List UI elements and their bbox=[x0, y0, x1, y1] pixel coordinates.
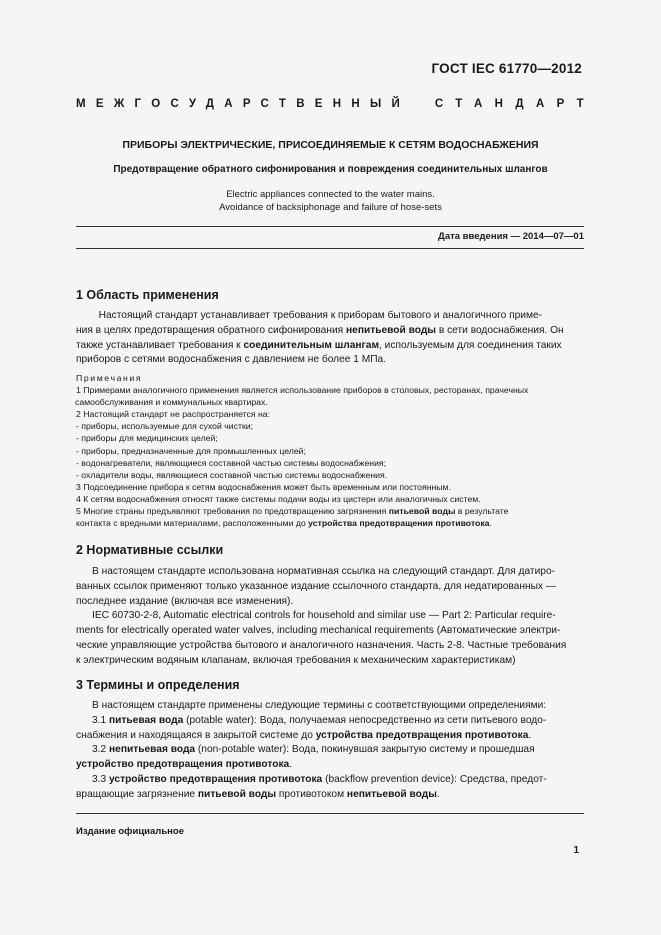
term-3-3: 3.3 устройство предотвращения противотока (backflow prevention device): Средства, предот- bbox=[92, 773, 547, 785]
section-2-paragraph bbox=[76, 565, 584, 669]
text-line: к электрическим водяным клапанам, включая требования к механическим характеристикам) bbox=[76, 654, 516, 666]
section-3-heading: 3 Термины и определения bbox=[76, 678, 240, 692]
text-line: снабжения и находящаяся в закрытой системе до устройства предотвращения противотока. bbox=[76, 729, 532, 741]
note-line: - приборы, предназначенные для промышленных целей; bbox=[76, 445, 306, 456]
text-line: ния в целях предотвращения обратного сифонирования непитьевой воды в сети водоснабжения. Он bbox=[76, 324, 564, 336]
note-line: 2 Настоящий стандарт не распространяется на: bbox=[76, 409, 270, 420]
document-subtitle: Предотвращение обратного сифонирования и повреждения соединительных шлангов bbox=[113, 164, 548, 175]
section-1-heading: 1 Область применения bbox=[76, 288, 219, 302]
note-line: 5 Многие страны предъявляют требования по предотвращению загрязнения питьевой воды в результате bbox=[76, 506, 509, 517]
term-3-2: 3.2 непитьевая вода (non-potable water): Вода, покинувшая закрытую систему и прошедшая bbox=[92, 744, 535, 756]
date-divider bbox=[76, 248, 584, 249]
text-line: Настоящий стандарт устанавливает требования к приборам бытового и аналогичного приме- bbox=[76, 310, 543, 321]
note-line: 3 Подсоединение прибора к сетям водоснабжения может быть временным или постоянным. bbox=[76, 481, 451, 492]
note-line: самообслуживания и коммунальных квартирах. bbox=[75, 397, 268, 408]
text-line: В настоящем стандарте применены следующие термины с соответствующими определениями: bbox=[92, 700, 547, 711]
term-3-1: 3.1 питьевая вода (potable water): Вода, получаемая непосредственно из сети питьевого водо- bbox=[92, 714, 547, 726]
english-title-line-2: Avoidance of backsiphonage and failure of hose-sets bbox=[219, 201, 442, 213]
official-edition-label: Издание официальное bbox=[76, 826, 184, 837]
section-1-notes bbox=[76, 372, 584, 529]
standard-word: СТАНДАРТ bbox=[434, 98, 596, 110]
interstate-standard-heading bbox=[76, 98, 596, 110]
introduction-date: Дата введения — 2014—07—01 bbox=[438, 231, 584, 242]
text-line: приборов с сетями водоснабжения с давлением не более 1 МПа. bbox=[76, 354, 387, 366]
note-line: 1 Примерами аналогичного применения является использование приборов в столовых, ресторанах, прачечных bbox=[76, 385, 529, 396]
standard-code: ГОСТ IEC 61770—2012 bbox=[431, 61, 582, 76]
text-line: также устанавливает требования к соединительным шлангам, используемым для соединения таких bbox=[76, 339, 562, 351]
text-line: IEC 60730-2-8, Automatic electrical controls for household and similar use — Part 2: Particular require- bbox=[92, 610, 556, 622]
note-line: контакта с вредными материалами, расположенными до устройства предотвращения противотока. bbox=[76, 518, 492, 529]
note-line: - охладители воды, являющиеся составной частью системы водоснабжения. bbox=[76, 469, 388, 480]
english-title bbox=[0, 189, 661, 214]
note-line: - приборы для медицинских целей; bbox=[76, 433, 218, 444]
text-line: ments for electrically operated water valves, including mechanical requirements (Автоматические электри- bbox=[76, 625, 561, 637]
document-title: ПРИБОРЫ ЭЛЕКТРИЧЕСКИЕ, ПРИСОЕДИНЯЕМЫЕ К СЕТЯМ ВОДОСНАБЖЕНИЯ bbox=[122, 139, 539, 151]
section-2-heading: 2 Нормативные ссылки bbox=[76, 543, 224, 557]
section-1-paragraph bbox=[76, 309, 584, 368]
text-line: ванных ссылок применяют только указанное издание ссылочного стандарта, для недатированных — bbox=[76, 580, 557, 592]
section-3-paragraph bbox=[76, 699, 584, 803]
text-line: последнее издание (включая все изменения). bbox=[76, 595, 294, 607]
english-title-line-1: Electric appliances connected to the water mains. bbox=[226, 189, 435, 200]
note-line: 4 К сетям водоснабжения относят также системы подачи воды из цистерн или аналогичных систем. bbox=[76, 493, 481, 504]
interstate-word: МЕЖГОСУДАРСТВЕННЫЙ bbox=[76, 98, 411, 110]
notes-header: Примечания bbox=[76, 373, 143, 383]
text-line: вращающие загрязнение питьевой воды противотоком непитьевой воды. bbox=[76, 788, 440, 800]
title-divider bbox=[76, 226, 584, 227]
footer-divider bbox=[76, 813, 584, 814]
text-line: устройство предотвращения противотока. bbox=[76, 759, 293, 771]
note-line: - приборы, используемые для сухой чистки; bbox=[76, 421, 254, 432]
text-line: ческие управляющие устройства бытового и аналогичного назначения. Часть 2-8. Частные требования bbox=[76, 639, 567, 651]
text-line: В настоящем стандарте использована нормативная ссылка на следующий стандарт. Для датиро- bbox=[92, 566, 556, 577]
note-line: - водонагреватели, являющиеся составной частью системы водоснабжения; bbox=[76, 457, 387, 468]
page-number: 1 bbox=[573, 845, 579, 856]
